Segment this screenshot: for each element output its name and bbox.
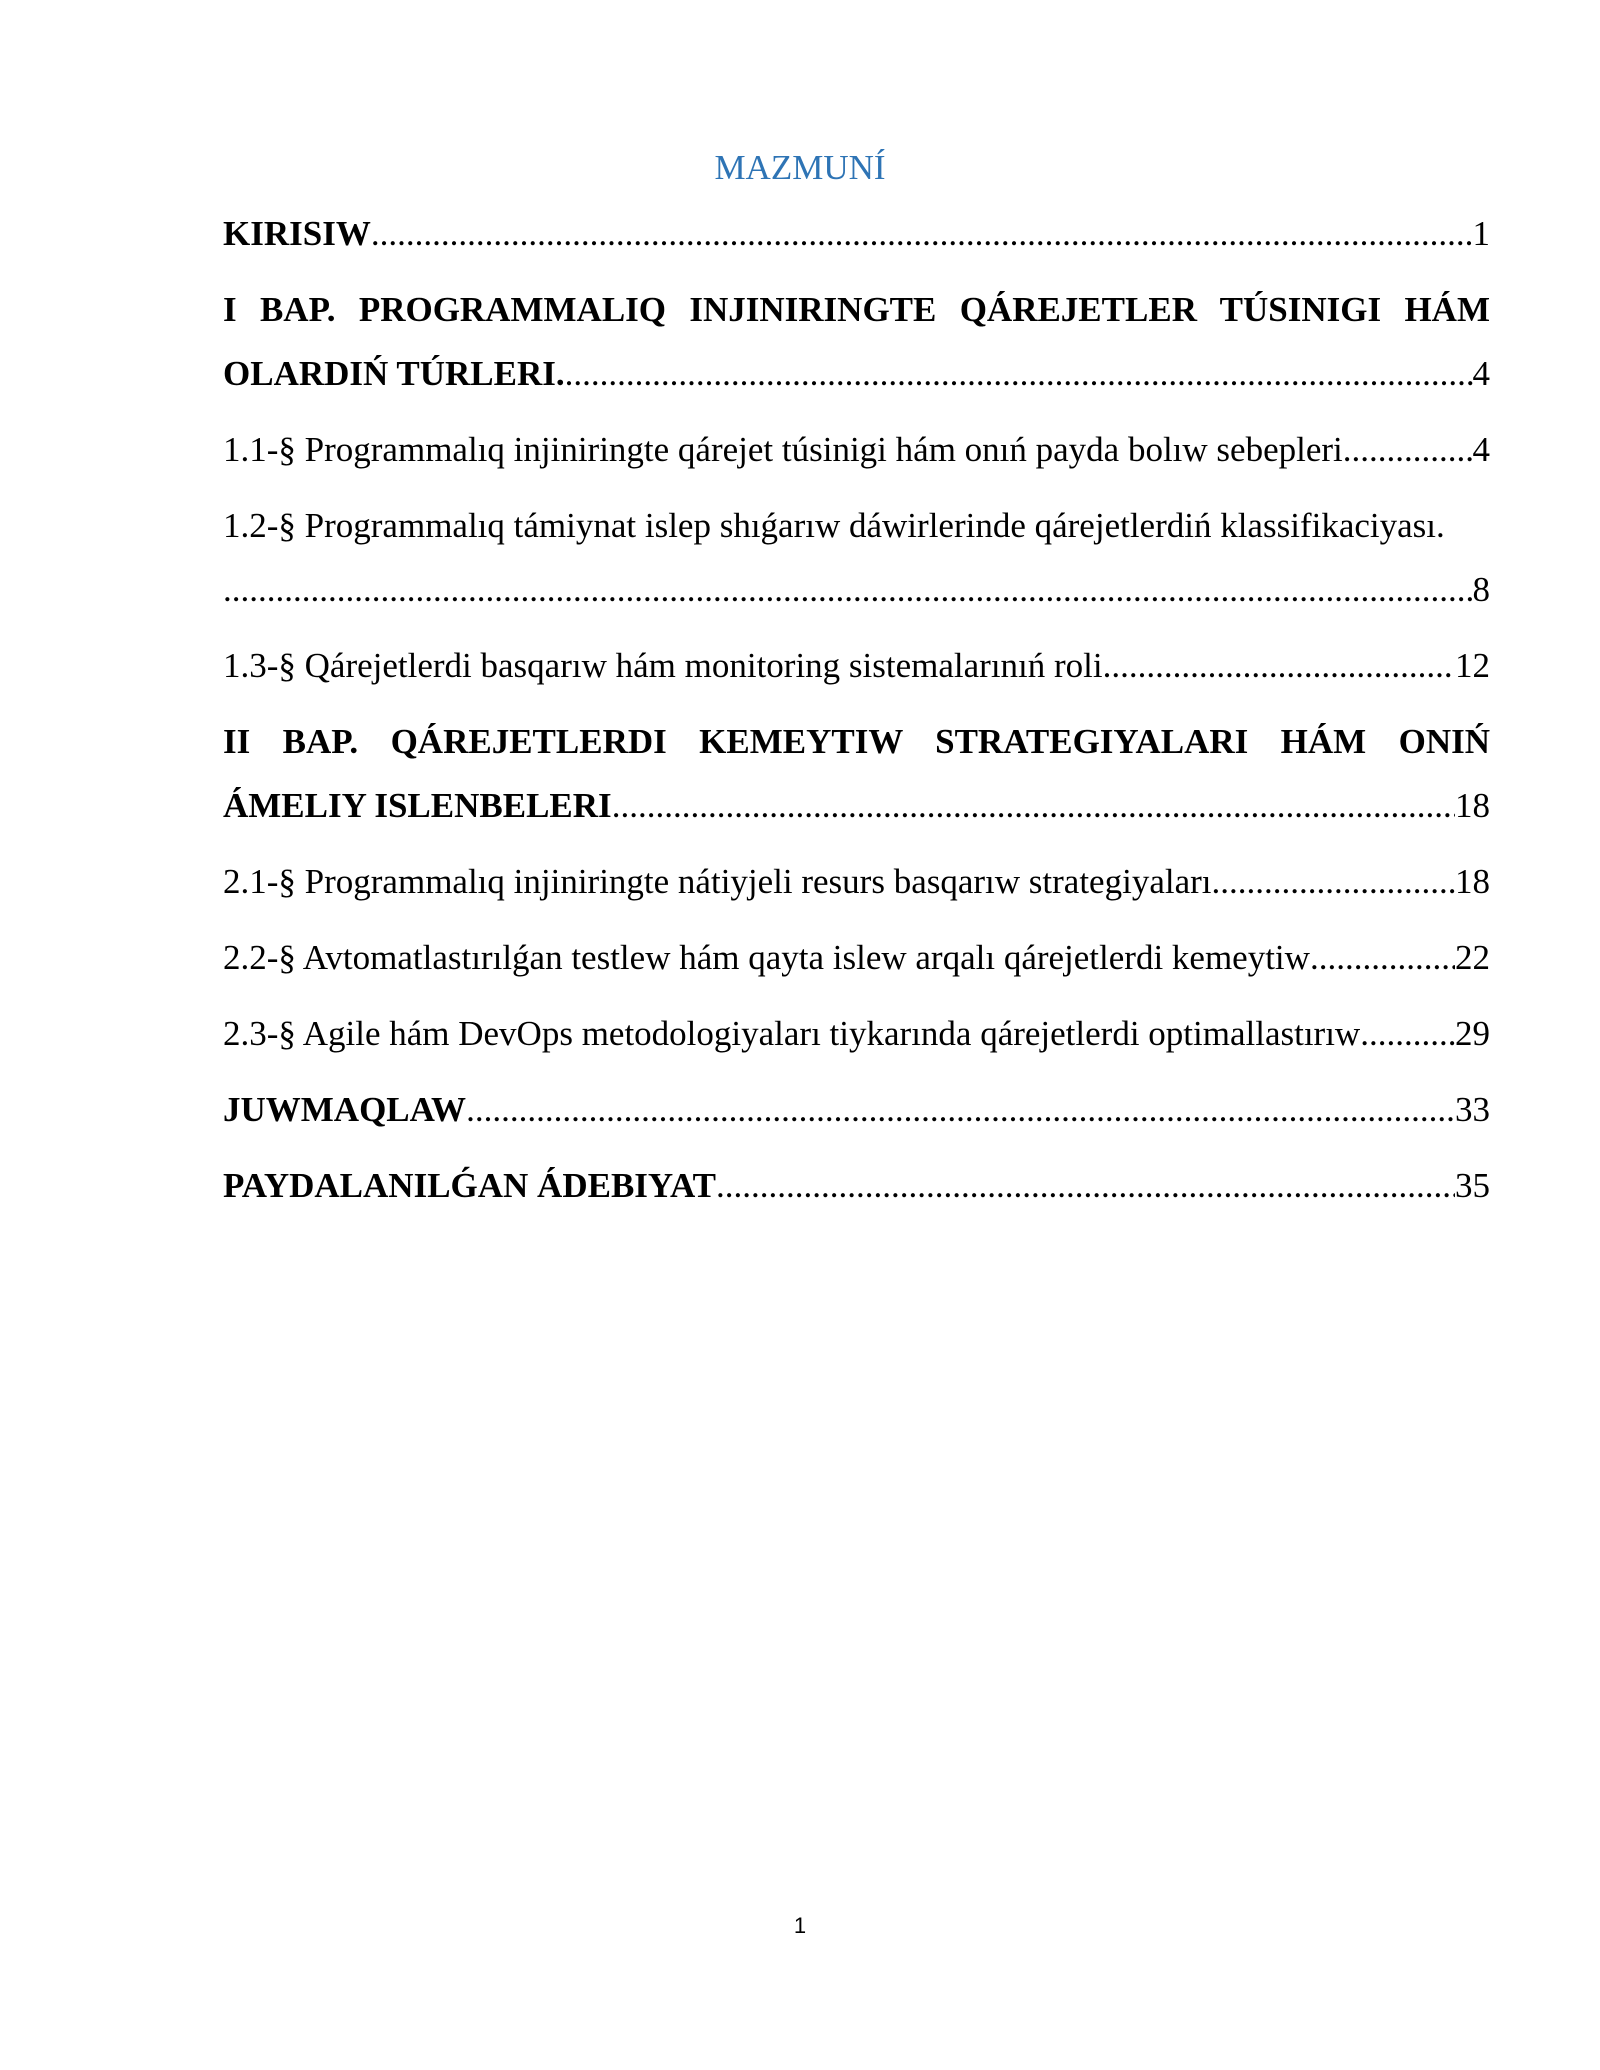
- toc-entry-label: 2.1-§ Programmalıq injiniringte nátiyjeli resurs basqarıw strategiyaları.: [223, 862, 1221, 901]
- dot-leader: [1103, 644, 1455, 688]
- toc-page-number: 33: [1455, 1090, 1490, 1129]
- dot-leader: [1360, 1012, 1455, 1056]
- toc-entry-label: 2.3-§ Agile hám DevOps metodologiyaları tiykarında qárejetlerdi optimallastırıw: [223, 1014, 1361, 1053]
- toc-entry-section-2-2[interactable]: [223, 936, 1490, 980]
- toc-entry-chapter2-line1[interactable]: II BAP. QÁREJETLERDI KEMEYTIW STRATEGIYALARI HÁM ONIŃ: [223, 722, 1490, 761]
- toc-page-number: 4: [1472, 354, 1490, 393]
- dot-leader: [466, 1088, 1455, 1132]
- toc-entry-section-1-3[interactable]: [223, 644, 1490, 688]
- toc-page-number: 18: [1455, 862, 1490, 901]
- toc-entry-chapter2[interactable]: [223, 784, 1490, 828]
- toc-entry-juwmaqlaw[interactable]: [223, 1088, 1490, 1132]
- dot-leader: [612, 784, 1455, 828]
- toc-entry-chapter1[interactable]: [223, 352, 1490, 396]
- dot-leader: [1220, 860, 1455, 904]
- page-title: MAZMUNÍ: [714, 148, 886, 187]
- dot-leader: [223, 568, 1473, 612]
- toc-entry-section-1-2-line1[interactable]: [223, 504, 1490, 548]
- toc-entry-label: 1.3-§ Qárejetlerdi basqarıw hám monitoring sistemalarınıń roli: [223, 646, 1103, 685]
- toc-entry-section-2-3[interactable]: [223, 1012, 1490, 1056]
- toc-entry-label: KIRISIW: [223, 214, 371, 253]
- dot-leader: [716, 1164, 1455, 1208]
- toc-entry-chapter1-line1[interactable]: I BAP. PROGRAMMALIQ INJINIRINGTE QÁREJETLER TÚSINIGI HÁM: [223, 290, 1490, 329]
- toc-entry-label: OLARDIŃ TÚRLERI.: [223, 354, 565, 393]
- toc-entry-section-1-1[interactable]: [223, 428, 1490, 472]
- dot-leader: [1343, 428, 1473, 472]
- toc-page-number: 12: [1455, 646, 1490, 685]
- toc-page-number: 35: [1455, 1166, 1490, 1205]
- toc-entry-label: ÁMELIY ISLENBELERI: [223, 786, 612, 825]
- toc-entry-label: 1.1-§ Programmalıq injiniringte qárejet túsinigi hám onıń payda bolıw sebepleri: [223, 430, 1343, 469]
- dot-leader: [371, 212, 1473, 256]
- toc-entry-adebiyat[interactable]: [223, 1164, 1490, 1208]
- toc-entry-kirisiw[interactable]: [223, 212, 1490, 256]
- toc-page-number: 22: [1455, 938, 1490, 977]
- toc-page-number: 4: [1472, 430, 1490, 469]
- footer-page-number: 1: [793, 1913, 807, 1938]
- toc-entry-label: JUWMAQLAW: [223, 1090, 467, 1129]
- toc-page-number: 18: [1455, 786, 1490, 825]
- toc-entry-label: PAYDALANILǴAN ÁDEBIYAT: [223, 1166, 717, 1205]
- toc-entry-section-1-2[interactable]: [223, 568, 1490, 612]
- dot-leader: [565, 352, 1473, 396]
- toc-entry-label: 1.2-§ Programmalıq támiynat islep shıǵarıw dáwirlerinde qárejetlerdiń klassifikaciyası.: [223, 506, 1445, 545]
- toc-page-number: 8: [1472, 570, 1490, 609]
- toc-page-number: 29: [1455, 1014, 1490, 1053]
- dot-leader: [1310, 936, 1455, 980]
- toc-entry-section-2-1[interactable]: [223, 860, 1490, 904]
- toc-page-number: 1: [1472, 214, 1490, 253]
- toc-entry-label: 2.2-§ Avtomatlastırılǵan testlew hám qayta islew arqalı qárejetlerdi kemeytiw: [223, 938, 1310, 977]
